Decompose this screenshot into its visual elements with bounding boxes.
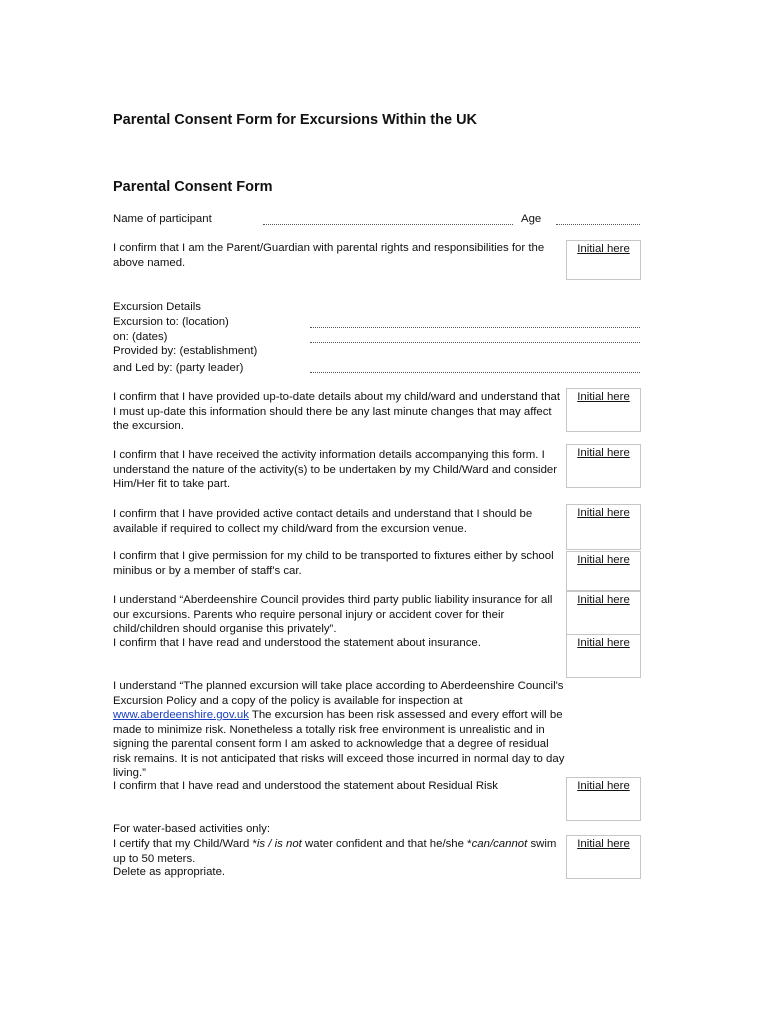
water-heading: For water-based activities only:	[113, 823, 270, 835]
risk-intro: I understand “The planned excursion will take place according to Aberdeenshire Council's Excursion Policy and a copy of the policy is available for inspection at	[113, 680, 564, 707]
statement-insurance: I understand “Aberdeenshire Council provides third party public liability insurance for all our excursions. Parents who require personal injury or accident cover for their child/children should organise this privately”.	[113, 594, 553, 635]
initial-box-insurance-confirm[interactable]	[566, 634, 641, 678]
initial-label: Initial here	[577, 780, 630, 792]
initial-box-contact[interactable]	[566, 504, 641, 550]
location-field[interactable]	[310, 327, 640, 328]
initial-label: Initial here	[577, 554, 630, 566]
statement-details: I confirm that I have provided up-to-date details about my child/ward and understand that I must up-date this information should there be any last minute changes that may affect the excursion.	[113, 391, 561, 432]
statement-risk	[113, 679, 565, 781]
statement-activity: I confirm that I have received the activity information details accompanying this form. I understand the nature of the activity(s) to be undertaken by my Child/Ward and consider Him/Her fit to take part.	[113, 449, 558, 490]
statement-risk-confirm: I confirm that I have read and understood the statement about Residual Risk	[113, 780, 498, 792]
statement-insurance-confirm: I confirm that I have read and understood the statement about insurance.	[113, 637, 481, 649]
initial-box-transport[interactable]	[566, 551, 641, 591]
is-option[interactable]: is / is not	[256, 838, 302, 850]
name-label: Name of participant	[113, 213, 212, 225]
dates-label: on: (dates)	[113, 331, 168, 343]
provided-label: Provided by: (establishment)	[113, 345, 258, 357]
initial-box-water[interactable]	[566, 835, 641, 879]
name-field[interactable]	[263, 224, 513, 225]
risk-rest: The excursion has been risk assessed and every effort will be made to minimize risk. Nonetheless a totally risk free environment is unrealistic and in signing the parental consent form I am asked to acknowledge that a degree of residual risk remains. It is not anticipated that risks will exceed those incurred in normal day to day living.”	[113, 709, 565, 779]
delete-note: Delete as appropriate.	[113, 866, 226, 878]
leader-field[interactable]	[310, 372, 640, 373]
excursion-heading: Excursion Details	[113, 301, 201, 313]
statement-transport: I confirm that I give permission for my child to be transported to fixtures either by school minibus or by a member of staff's car.	[113, 550, 554, 577]
age-label: Age	[521, 213, 542, 225]
initial-label: Initial here	[577, 243, 630, 255]
initial-box-activity[interactable]	[566, 444, 641, 488]
initial-label: Initial here	[577, 507, 630, 519]
confirm-parent-text: I confirm that I am the Parent/Guardian with parental rights and responsibilities for the above named.	[113, 242, 545, 269]
certify-end: swim up to 50 meters.	[113, 838, 557, 865]
initial-box-risk[interactable]	[566, 777, 641, 821]
location-label: Excursion to: (location)	[113, 316, 229, 328]
initial-box-insurance[interactable]	[566, 591, 641, 635]
initial-label: Initial here	[577, 391, 630, 403]
initial-label: Initial here	[577, 447, 630, 459]
statement-contact: I confirm that I have provided active contact details and understand that I should be available if required to collect my child/ward from the excursion venue.	[113, 508, 533, 535]
certify-mid: water confident and that he/she *	[301, 838, 472, 850]
can-option[interactable]: can/cannot	[471, 838, 528, 850]
document-title: Parental Consent Form for Excursions Within the UK	[113, 112, 478, 128]
aberdeenshire-link[interactable]: www.aberdeenshire.gov.uk	[113, 709, 249, 721]
initial-box-parent[interactable]	[566, 240, 641, 280]
section-title: Parental Consent Form	[113, 179, 273, 195]
age-field[interactable]	[556, 224, 640, 225]
dates-field[interactable]	[310, 342, 640, 343]
led-label: and Led by: (party leader)	[113, 362, 244, 374]
initial-label: Initial here	[577, 637, 630, 649]
initial-label: Initial here	[577, 838, 630, 850]
certify-start: I certify that my Child/Ward *	[113, 838, 257, 850]
initial-label: Initial here	[577, 594, 630, 606]
initial-box-details[interactable]	[566, 388, 641, 432]
water-certify	[113, 837, 565, 866]
